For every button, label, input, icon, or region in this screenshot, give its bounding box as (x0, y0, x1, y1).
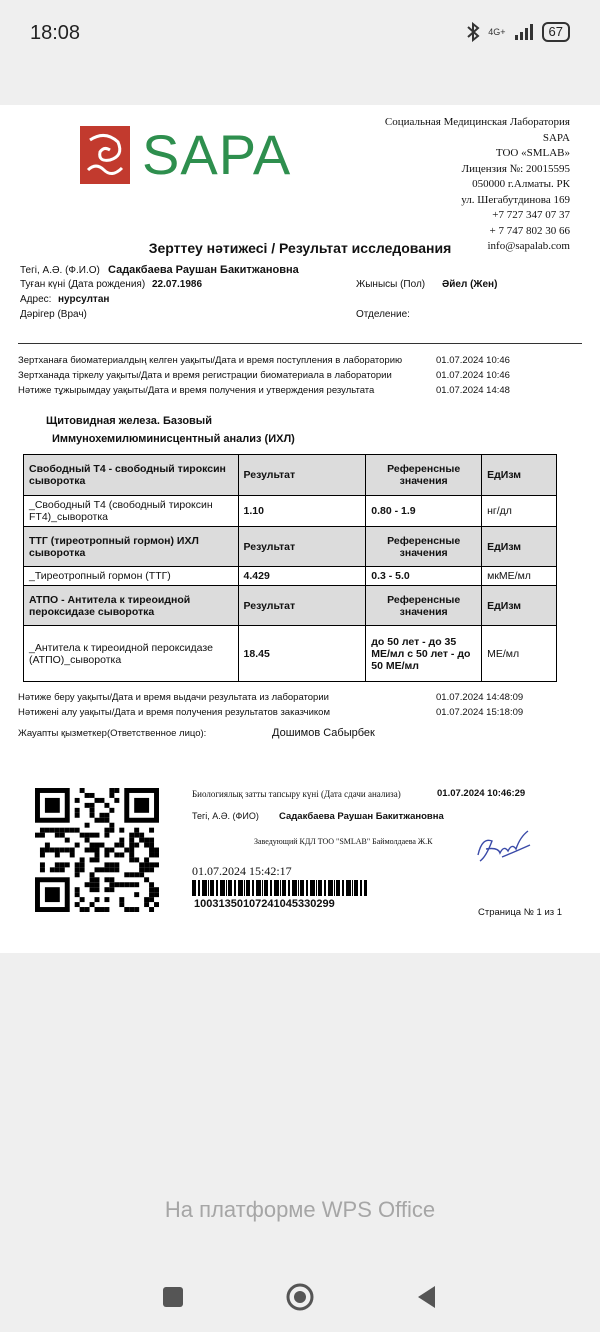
timeline-value: 01.07.2024 14:48 (436, 385, 510, 396)
divider (18, 343, 582, 344)
table-row (24, 626, 557, 682)
sex-label: Жынысы (Пол) (356, 279, 426, 290)
address-line: 050000 г.Алматы. РК (472, 178, 570, 190)
status-bar (0, 0, 600, 70)
col-ref: Референсные значения (366, 586, 482, 626)
table-header-row (24, 455, 557, 496)
address-label: Адрес: (20, 294, 52, 305)
section-title: Щитовидная железа. Базовый (46, 415, 212, 427)
table-row (24, 496, 557, 527)
dob-label: Туған күні (Дата рождения) (20, 279, 146, 290)
back-icon[interactable] (415, 1284, 439, 1310)
test-name: _Антитела к тиреоидной пероксидазе (АТПО)_сыворотка (24, 626, 239, 682)
network-type: 4G+ (488, 27, 506, 37)
page-number: Страница № 1 из 1 (478, 907, 563, 918)
sapa-logo (80, 125, 291, 185)
test-name: _Тиреотропный гормон (ТТГ) (24, 567, 239, 586)
android-nav-bar (0, 1262, 600, 1332)
address-line: +7 727 347 07 37 (492, 209, 570, 221)
lab-address-block (385, 115, 570, 255)
group-header: ТТГ (тиреотропный гормон) ИХЛ сыворотка (24, 527, 239, 567)
table-header-row (24, 527, 557, 567)
status-icons (466, 22, 570, 42)
fio-label: Тегі, А.Ә. (ФИО) (192, 811, 259, 821)
patient-name-label: Тегі, А.Ә. (Ф.И.О) (20, 265, 100, 276)
timeline-value: 01.07.2024 10:46 (436, 355, 510, 366)
col-unit: ЕдИзм (482, 586, 557, 626)
section-subtitle: Иммунохемилюминисцентный анализ (ИХЛ) (52, 433, 295, 445)
doctor-label: Дәрігер (Врач) (20, 309, 87, 320)
head-signature-label: Заведующий КДЛ ТОО "SMLAB" Баймолдаева Ж.К (254, 837, 433, 846)
col-ref: Референсные значения (366, 455, 482, 496)
timeline-label: Нәтиже тұжырымдау уақыты/Дата и время получения и утверждения результата (18, 385, 375, 396)
home-icon[interactable] (285, 1282, 315, 1312)
sample-date: 01.07.2024 10:46:29 (437, 788, 526, 799)
test-result: 18.45 (238, 626, 366, 682)
address-line: ТОО «SMLAB» (495, 147, 570, 159)
address-line: SAPA (542, 131, 570, 144)
test-ref: до 50 лет - до 35 МЕ/мл с 50 лет - до 50 МЕ/мл (366, 626, 482, 682)
address-line: info@sapalab.com (487, 240, 570, 252)
timeline-value: 01.07.2024 10:46 (436, 370, 510, 381)
timeline-label: Зертханаға биоматериалдың келген уақыты/Дата и время поступления в лабораторию (18, 355, 403, 366)
responsible-name: Дошимов Сабырбек (272, 727, 375, 739)
wps-watermark: На платформе WPS Office (164, 1197, 436, 1222)
results-table (23, 454, 557, 682)
report-title: Зерттеу нәтижесі / Результат исследования (148, 240, 452, 256)
signature-icon (472, 827, 534, 865)
test-unit: мкМЕ/мл (482, 567, 557, 586)
address-line: + 7 747 802 30 66 (489, 224, 570, 237)
col-unit: ЕдИзм (482, 527, 557, 567)
issue-label: Нәтиже беру уақыты/Дата и время выдачи результата из лаборатории (18, 692, 329, 703)
address-value: нурсултан (58, 294, 110, 305)
sample-date-label: Биологиялық затты тапсыру күні (Дата сдачи анализа) (192, 789, 401, 799)
print-datetime: 01.07.2024 15:42:17 (192, 864, 292, 878)
address-line: Социальная Медицинская Лаборатория (384, 116, 570, 128)
test-result: 4.429 (238, 567, 366, 586)
issue-value: 01.07.2024 14:48:09 (436, 692, 524, 703)
address-line: ул. Шегабутдинова 169 (461, 193, 570, 206)
test-name: _Свободный Т4 (свободный тироксин FT4)_сыворотка (24, 496, 239, 527)
col-ref: Референсные значения (366, 527, 482, 567)
status-time: 18:08 (30, 22, 81, 44)
table-row (24, 567, 557, 586)
timeline-label: Зертханада тіркелу уақыты/Дата и время регистрации биоматериала в лаборатории (18, 370, 392, 381)
dob-value: 22.07.1986 (152, 279, 203, 290)
issue-label: Нәтижені алу уақыты/Дата и время получения результатов заказчиком (18, 707, 331, 718)
table-header-row (24, 586, 557, 626)
sex-value: Әйел (Жен) (442, 279, 498, 290)
bluetooth-icon (466, 22, 480, 42)
group-header: Свободный Т4 - свободный тироксин сыворотка (24, 455, 239, 496)
address-line: Лицензия №: 20015595 (461, 162, 570, 175)
fio-value: Садакбаева Раушан Бакитжановна (279, 811, 444, 822)
test-ref: 0.3 - 5.0 (366, 567, 482, 586)
col-result: Результат (238, 455, 366, 496)
barcode (192, 880, 368, 896)
test-unit: МЕ/мл (482, 626, 557, 682)
patient-name: Садакбаева Раушан Бакитжановна (108, 264, 299, 276)
qr-code (35, 788, 159, 912)
signal-icon (514, 24, 534, 40)
barcode-number: 10031350107241045330299 (194, 898, 335, 910)
test-unit: нг/дл (482, 496, 557, 527)
sapa-emblem-icon (80, 126, 130, 184)
group-header: АТПО - Антитела к тиреоидной пероксидазе сыворотка (24, 586, 239, 626)
document-page (0, 105, 600, 953)
col-unit: ЕдИзм (482, 455, 557, 496)
test-result: 1.10 (238, 496, 366, 527)
test-ref: 0.80 - 1.9 (366, 496, 482, 527)
department-label: Отделение: (356, 309, 410, 320)
sapa-logo-text: SAPA (142, 123, 292, 186)
col-result: Результат (238, 527, 366, 567)
recent-apps-icon[interactable] (161, 1285, 185, 1309)
issue-value: 01.07.2024 15:18:09 (436, 707, 524, 718)
col-result: Результат (238, 586, 366, 626)
responsible-label: Жауапты қызметкер(Ответственное лицо): (18, 728, 207, 739)
battery-icon: 67 (542, 22, 570, 42)
